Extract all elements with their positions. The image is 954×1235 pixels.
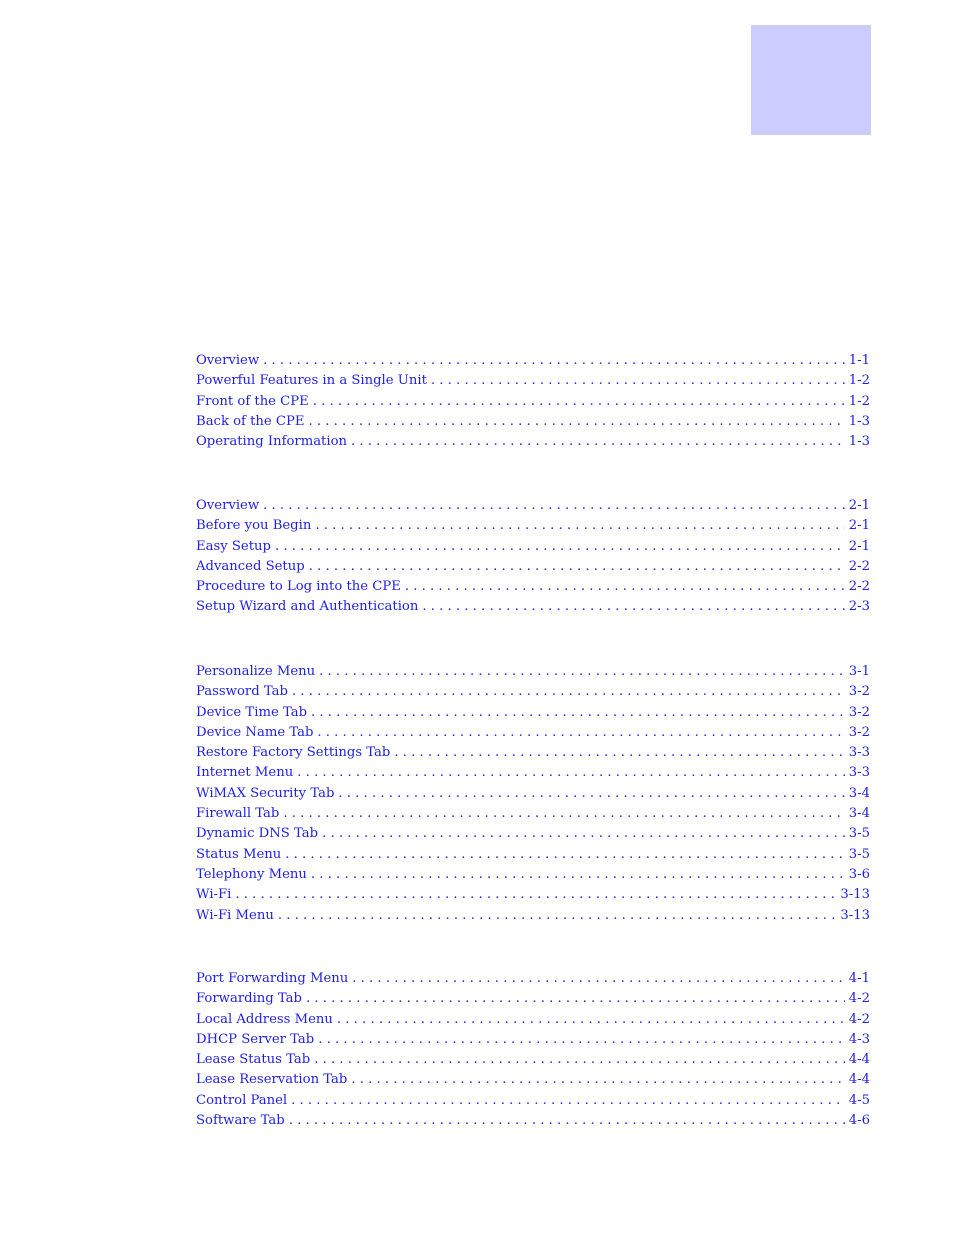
- toc-entry[interactable]: [196, 1113, 870, 1133]
- toc-entry[interactable]: [196, 664, 870, 684]
- toc-entry[interactable]: [196, 353, 870, 373]
- toc-entry-title: Personalize Menu: [196, 664, 316, 679]
- toc-entry-title: Easy Setup: [196, 538, 271, 554]
- toc-entry-page: 4-4: [848, 1052, 870, 1068]
- toc-entry-title: Wi-Fi Menu: [196, 907, 274, 923]
- toc-entry[interactable]: [196, 599, 870, 619]
- toc-section-4: [196, 971, 870, 1133]
- toc-entry[interactable]: [196, 394, 870, 414]
- toc-entry[interactable]: [196, 806, 870, 826]
- dot-leader: [317, 725, 844, 740]
- toc-entry[interactable]: [196, 826, 870, 846]
- dot-leader: [235, 887, 836, 902]
- toc-entry-title: Advanced Setup: [196, 558, 305, 574]
- dot-leader: [275, 539, 845, 554]
- toc-entry-page: 4-2: [848, 991, 870, 1007]
- dot-leader: [285, 847, 845, 862]
- dot-leader: [351, 434, 845, 449]
- dot-leader: [313, 394, 845, 409]
- toc-entry[interactable]: [196, 539, 870, 559]
- toc-entry-page: 2-3: [848, 599, 870, 615]
- toc-entry[interactable]: [196, 786, 870, 806]
- toc-entry[interactable]: [196, 498, 870, 518]
- toc-entry[interactable]: [196, 1093, 870, 1113]
- toc-entry-page: 3-5: [848, 846, 870, 862]
- dot-leader: [297, 765, 845, 780]
- toc-entry-page: 3-4: [848, 806, 870, 822]
- toc-entry-title: Port Forwarding Menu: [196, 971, 349, 986]
- toc-entry[interactable]: [196, 765, 870, 785]
- dot-leader: [278, 908, 837, 923]
- toc-entry-page: 4-2: [848, 1011, 870, 1027]
- toc-entry-page: 1-2: [848, 373, 870, 389]
- dot-leader: [314, 1052, 845, 1067]
- toc-section-1: [196, 353, 870, 454]
- dot-leader: [318, 1032, 845, 1047]
- dot-leader: [263, 498, 845, 513]
- toc-entry-page: 4-3: [848, 1031, 870, 1047]
- toc-entry[interactable]: [196, 1052, 870, 1072]
- toc-entry[interactable]: [196, 908, 870, 928]
- toc-entry-title: Device Time Tab: [196, 704, 308, 720]
- dot-leader: [322, 826, 845, 841]
- toc-entry-title: Procedure to Log into the CPE: [196, 579, 401, 595]
- dot-leader: [431, 373, 845, 388]
- toc-section-2: [196, 498, 870, 620]
- toc-entry[interactable]: [196, 887, 870, 907]
- toc-entry-title: DHCP Server Tab: [196, 1031, 315, 1047]
- toc-entry-page: 3-3: [848, 765, 870, 781]
- toc-entry-title: Operating Information: [196, 434, 348, 450]
- toc-entry-page: 4-5: [848, 1092, 870, 1108]
- toc-entry-title: WiMAX Security Tab: [196, 785, 335, 801]
- toc-entry-page: 4-6: [848, 1113, 870, 1129]
- toc-entry[interactable]: [196, 1012, 870, 1032]
- toc-entry-title: Status Menu: [196, 846, 282, 862]
- toc-entry-title: Local Address Menu: [196, 1011, 333, 1027]
- toc-entry-page: 1-2: [848, 393, 870, 409]
- dot-leader: [337, 1012, 845, 1027]
- toc-entry-title: Powerful Features in a Single Unit: [196, 373, 427, 389]
- toc-entry-title: Forwarding Tab: [196, 991, 302, 1007]
- toc-entry-page: 3-3: [848, 745, 870, 761]
- dot-leader: [289, 1113, 845, 1128]
- toc-entry[interactable]: [196, 684, 870, 704]
- toc-entry[interactable]: [196, 1072, 870, 1092]
- toc-entry-title: Front of the CPE: [196, 393, 309, 409]
- dot-leader: [309, 559, 845, 574]
- toc-entry-page: 2-1: [848, 518, 870, 534]
- toc-entry-title: Lease Reservation Tab: [196, 1072, 348, 1088]
- toc-entry[interactable]: [196, 725, 870, 745]
- toc-entry-title: Wi-Fi: [196, 887, 232, 903]
- dot-leader: [291, 1093, 845, 1108]
- toc-entry[interactable]: [196, 867, 870, 887]
- toc-entry[interactable]: [196, 579, 870, 599]
- toc-entry-title: Firewall Tab: [196, 806, 280, 822]
- dot-leader: [394, 745, 844, 760]
- toc-entry-title: Telephony Menu: [196, 866, 307, 882]
- toc-entry-page: 3-13: [840, 907, 870, 923]
- toc-entry-page: 3-1: [848, 664, 870, 679]
- dot-leader: [405, 579, 845, 594]
- toc-entry-page: 4-1: [848, 971, 870, 986]
- toc-entry-page: 3-4: [848, 785, 870, 801]
- toc-entry-title: Password Tab: [196, 684, 288, 700]
- toc-entry[interactable]: [196, 745, 870, 765]
- dot-leader: [311, 867, 845, 882]
- toc-entry-title: Overview: [196, 498, 260, 513]
- toc-entry[interactable]: [196, 559, 870, 579]
- toc-entry-title: Before you Begin: [196, 518, 312, 534]
- dot-leader: [338, 786, 844, 801]
- dot-leader: [319, 664, 845, 679]
- dot-leader: [292, 684, 845, 699]
- toc-entry-title: Control Panel: [196, 1092, 288, 1108]
- toc-entry-page: 3-5: [848, 826, 870, 842]
- toc-entry-page: 3-2: [848, 724, 870, 740]
- dot-leader: [351, 1072, 844, 1087]
- corner-tab-block: [751, 25, 871, 135]
- toc-entry-title: Software Tab: [196, 1113, 285, 1129]
- toc-entry-page: 3-2: [848, 684, 870, 700]
- dot-leader: [306, 991, 845, 1006]
- toc-entry-page: 3-6: [848, 866, 870, 882]
- toc-entry-page: 1-3: [848, 413, 870, 429]
- toc-entry[interactable]: [196, 847, 870, 867]
- dot-leader: [283, 806, 844, 821]
- dot-leader: [422, 599, 844, 614]
- toc-entry-page: 2-1: [848, 498, 870, 513]
- dot-leader: [315, 518, 844, 533]
- toc-entry-title: Internet Menu: [196, 765, 294, 781]
- toc-entry-page: 4-4: [848, 1072, 870, 1088]
- toc-entry[interactable]: [196, 518, 870, 538]
- toc-entry-title: Lease Status Tab: [196, 1052, 311, 1068]
- toc-entry-page: 1-3: [848, 434, 870, 450]
- toc-entry[interactable]: [196, 991, 870, 1011]
- toc-entry-page: 2-2: [848, 558, 870, 574]
- toc-entry[interactable]: [196, 373, 870, 393]
- toc-entry[interactable]: [196, 971, 870, 991]
- toc-entry[interactable]: [196, 434, 870, 454]
- toc-entry-title: Setup Wizard and Authentication: [196, 599, 419, 615]
- toc-entry-page: 3-2: [848, 704, 870, 720]
- toc-entry[interactable]: [196, 414, 870, 434]
- toc-entry-title: Overview: [196, 353, 260, 368]
- toc-entry[interactable]: [196, 705, 870, 725]
- toc-entry[interactable]: [196, 1032, 870, 1052]
- toc-entry-title: Restore Factory Settings Tab: [196, 745, 391, 761]
- toc-entry-title: Dynamic DNS Tab: [196, 826, 319, 842]
- toc-entry-page: 2-2: [848, 579, 870, 595]
- dot-leader: [352, 971, 844, 986]
- toc-entry-title: Back of the CPE: [196, 413, 305, 429]
- toc-entry-page: 3-13: [840, 887, 870, 903]
- dot-leader: [309, 414, 845, 429]
- toc-entry-title: Device Name Tab: [196, 724, 314, 740]
- toc-entry-page: 1-1: [848, 353, 870, 368]
- dot-leader: [263, 353, 845, 368]
- toc-section-3: [196, 664, 870, 928]
- dot-leader: [311, 705, 845, 720]
- toc-entry-page: 2-1: [848, 538, 870, 554]
